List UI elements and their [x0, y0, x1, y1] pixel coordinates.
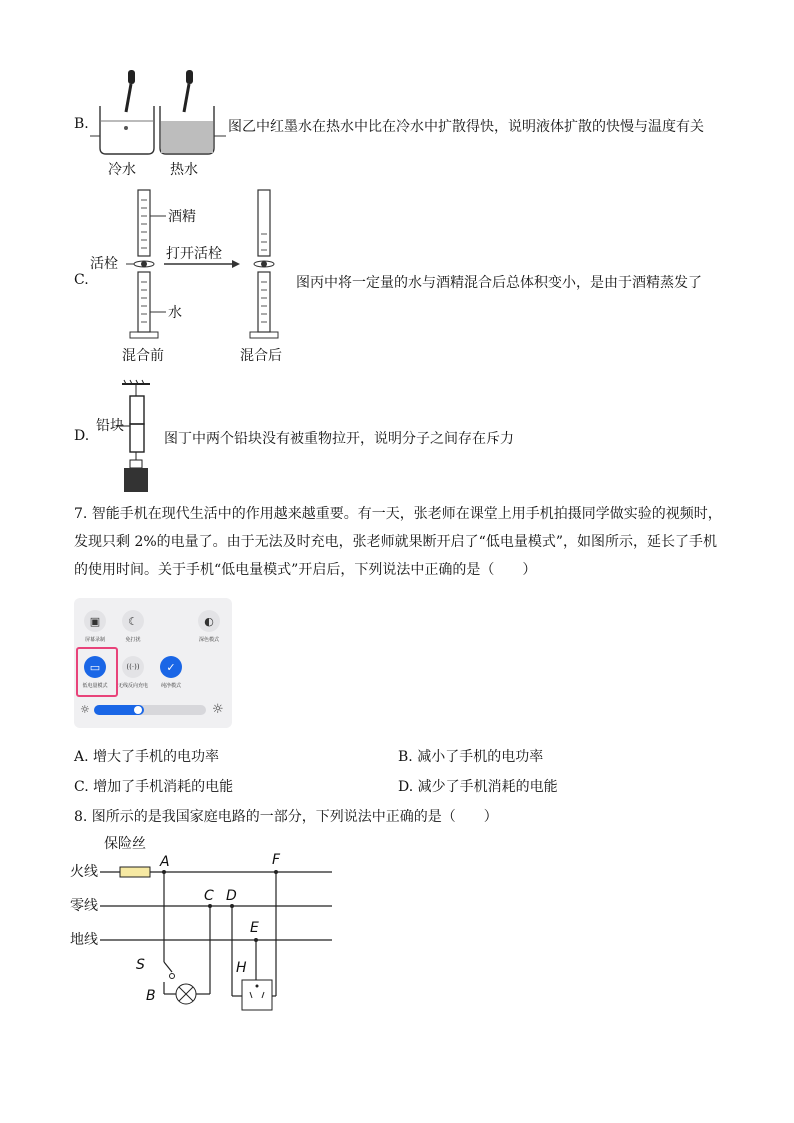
point-a-label: A [160, 854, 170, 870]
battery-saver-label: 低电量模式 [82, 683, 108, 689]
screen-record-icon[interactable]: ▣ [84, 610, 106, 632]
household-circuit-figure [70, 832, 340, 1022]
fuse-icon [120, 867, 150, 877]
battery-saver-icon[interactable]: ▭ [84, 656, 106, 678]
diffusion-figure [90, 66, 230, 182]
switch-icon [164, 962, 172, 972]
beaker-cold [100, 106, 154, 154]
question-7-line-1: 7. 智能手机在现代生活中的作用越来越重要。有一天，张老师在课堂上用手机拍摄同学做实验的视频时， [74, 506, 722, 522]
reverse-charge-label: 无线反向充电 [117, 683, 148, 689]
do-not-disturb-icon[interactable]: ☾ [122, 610, 144, 632]
ground-wire-label: 地线 [70, 932, 98, 948]
option-b-text: 图乙中红墨水在热水中比在冷水中扩散得快，说明液体扩散的快慢与温度有关 [228, 119, 704, 135]
arrow-right-icon [232, 260, 240, 268]
pure-mode-label: 纯净模式 [160, 683, 181, 689]
brightness-high-icon: ☼ [212, 702, 224, 717]
q7-option-b[interactable]: B. 减小了手机的电功率 [398, 749, 544, 765]
hot-water-label: 热水 [170, 162, 198, 178]
battery-saver-highlight [76, 647, 118, 697]
q7-option-a[interactable]: A. 增大了手机的电功率 [74, 749, 220, 765]
option-c-label: C. [74, 272, 89, 288]
dark-mode-icon[interactable]: ◐ [198, 610, 220, 632]
switch-s-label: S [136, 957, 145, 973]
brightness-low-icon: ☼ [80, 703, 90, 716]
open-stopcock-label: 打开活栓 [166, 246, 222, 262]
lead-block-figure [90, 378, 162, 496]
socket-h-label: H [236, 960, 247, 976]
fuse-label: 保险丝 [104, 836, 146, 852]
dropper-left-icon [126, 70, 135, 112]
point-b-label: B [146, 988, 156, 1004]
option-c-text: 图丙中将一定量的水与酒精混合后总体积变小，是由于酒精蒸发了 [296, 275, 702, 291]
pure-mode-icon[interactable]: ✓ [160, 656, 182, 678]
stopcock-label: 活栓 [90, 256, 118, 272]
q7-option-d[interactable]: D. 减少了手机消耗的电能 [398, 779, 558, 795]
option-d-label: D. [74, 428, 90, 444]
neutral-wire-label: 零线 [70, 898, 98, 914]
mixing-figure [90, 186, 296, 366]
do-not-disturb-label: 免打扰 [125, 637, 141, 643]
water-label: 水 [168, 305, 182, 321]
before-label: 混合前 [122, 348, 164, 364]
option-b-label: B. [74, 116, 89, 132]
reverse-charge-icon[interactable]: ((·)) [122, 656, 144, 678]
question-8: 8. 图所示的是我国家庭电路的一部分，下列说法中正确的是（ ） [74, 809, 498, 825]
cold-water-label: 冷水 [108, 162, 136, 178]
point-e-label: E [250, 920, 259, 936]
alcohol-label: 酒精 [168, 209, 196, 225]
question-7-line-3: 的使用时间。关于手机“低电量模式”开启后，下列说法中正确的是（ ） [74, 562, 537, 578]
question-7 [74, 500, 754, 584]
brightness-slider[interactable] [94, 705, 206, 715]
point-f-label: F [272, 852, 281, 868]
dark-mode-label: 深色模式 [198, 637, 219, 643]
screen-record-label: 屏幕录制 [84, 637, 105, 643]
dropper-right-icon [184, 70, 193, 112]
live-wire-label: 火线 [70, 864, 98, 880]
weight-icon [124, 468, 148, 492]
point-c-label: C [204, 888, 214, 904]
lead-label: 铅块 [96, 418, 124, 434]
option-d-text: 图丁中两个铅块没有被重物拉开，说明分子之间存在斥力 [164, 431, 514, 447]
question-7-line-2: 发现只剩 2%的电量了。由于无法及时充电，张老师就果断开启了“低电量模式”，如图所示，延长了手机 [74, 534, 717, 550]
q7-option-c[interactable]: C. 增加了手机消耗的电能 [74, 779, 234, 795]
point-d-label: D [226, 888, 237, 904]
after-label: 混合后 [240, 348, 282, 364]
